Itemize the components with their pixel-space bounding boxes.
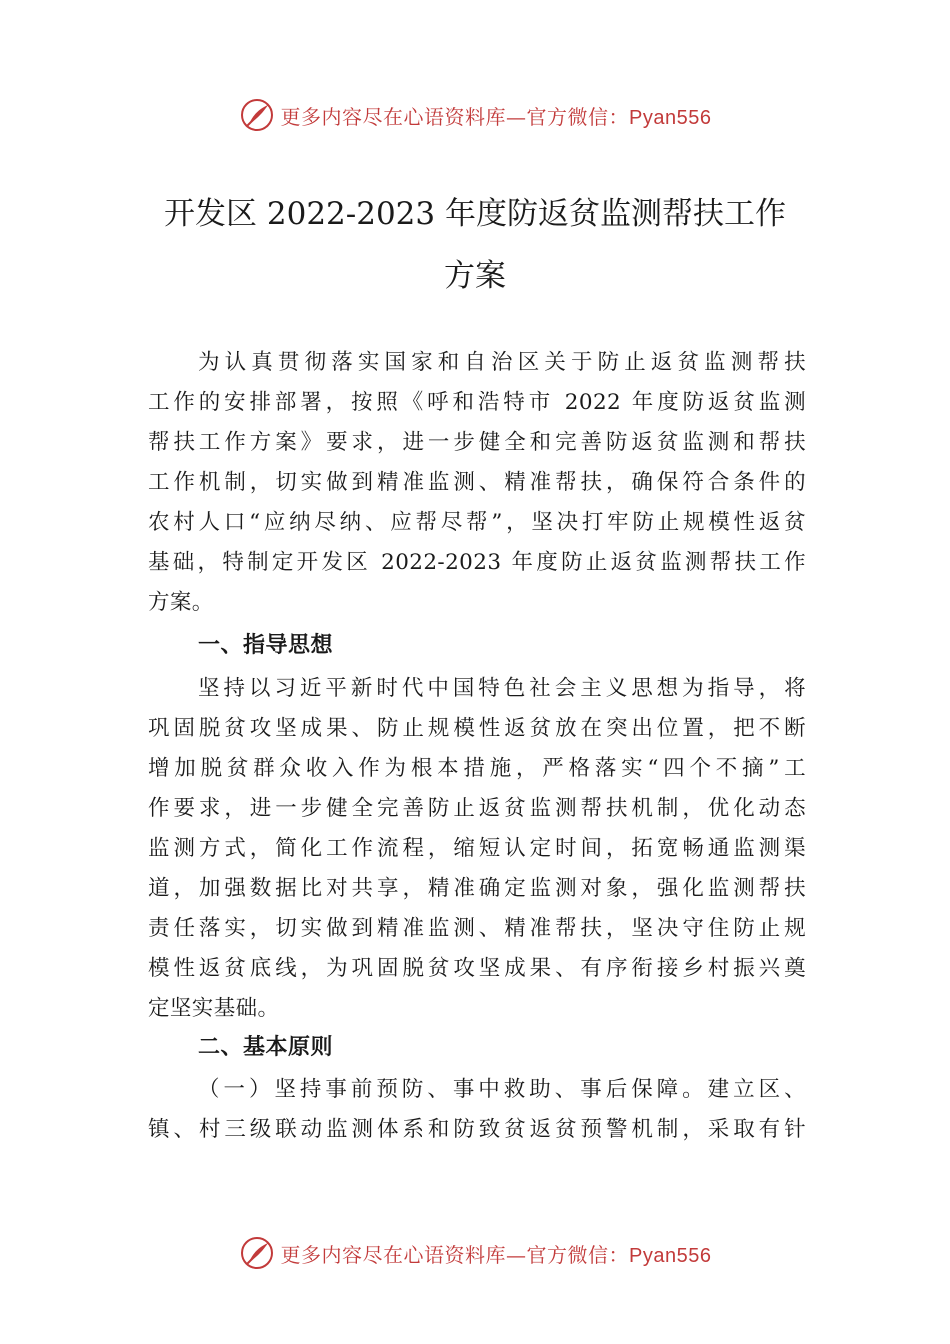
paragraph-line: 坚持以习近平新时代中国特色社会主义思想为指导，将: [198, 676, 806, 701]
paragraph-line: 模性返贫底线，为巩固脱贫攻坚成果、有序衔接乡村振兴奠: [148, 956, 806, 981]
paragraph-line: 方案。: [148, 590, 214, 615]
paragraph-line: 农村人口“应纳尽纳、应帮尽帮”，坚决打牢防止规模性返贫: [148, 510, 806, 535]
feather-pen-logo-icon: [239, 97, 275, 133]
paragraph-line: 增加脱贫群众收入作为根本措施，严格落实“四个不摘”工: [148, 756, 806, 781]
watermark-text: 更多内容尽在心语资料库—官方微信：Pyan556: [280, 104, 712, 129]
document-title-line2: 方案: [444, 258, 506, 294]
paragraph-line: 为认真贯彻落实国家和自治区关于防止返贫监测帮扶: [198, 350, 806, 375]
paragraph-line: 作要求，进一步健全完善防止返贫监测帮扶机制，优化动态: [148, 796, 806, 821]
paragraph-line: 监测方式，简化工作流程，缩短认定时间，拓宽畅通监测渠: [148, 836, 806, 861]
feather-pen-logo-icon: [239, 1235, 275, 1271]
watermark-banner-bottom: [0, 1233, 950, 1273]
paragraph-line: 巩固脱贫攻坚成果、防止规模性返贫放在突出位置，把不断: [148, 716, 806, 741]
paragraph-line: 帮扶工作方案》要求，进一步健全和完善防返贫监测和帮扶: [148, 430, 806, 455]
paragraph-line: 道，加强数据比对共享，精准确定监测对象，强化监测帮扶: [148, 876, 806, 901]
section-heading-basic-principles: 二、基本原则: [198, 1035, 334, 1060]
watermark-banner-top: [0, 95, 950, 135]
section-heading-guiding-ideology: 一、指导思想: [198, 633, 334, 658]
paragraph-line: 基础，特制定开发区 2022-2023 年度防止返贫监测帮扶工作: [148, 550, 806, 575]
watermark-text: 更多内容尽在心语资料库—官方微信：Pyan556: [280, 1242, 712, 1267]
paragraph-line: 工作的安排部署，按照《呼和浩特市 2022 年度防返贫监测: [148, 390, 806, 415]
paragraph-line: 责任落实，切实做到精准监测、精准帮扶，坚决守住防止规: [148, 916, 806, 941]
paragraph-line: 工作机制，切实做到精准监测、精准帮扶，确保符合条件的: [148, 470, 806, 495]
paragraph-line: 定坚实基础。: [148, 996, 280, 1021]
document-title-line1: 开发区 2022-2023 年度防返贫监测帮扶工作: [164, 196, 786, 232]
paragraph-line: 镇、村三级联动监测体系和防致贫返贫预警机制，采取有针: [148, 1117, 806, 1142]
paragraph-line: （一）坚持事前预防、事中救助、事后保障。建立区、: [198, 1077, 806, 1102]
